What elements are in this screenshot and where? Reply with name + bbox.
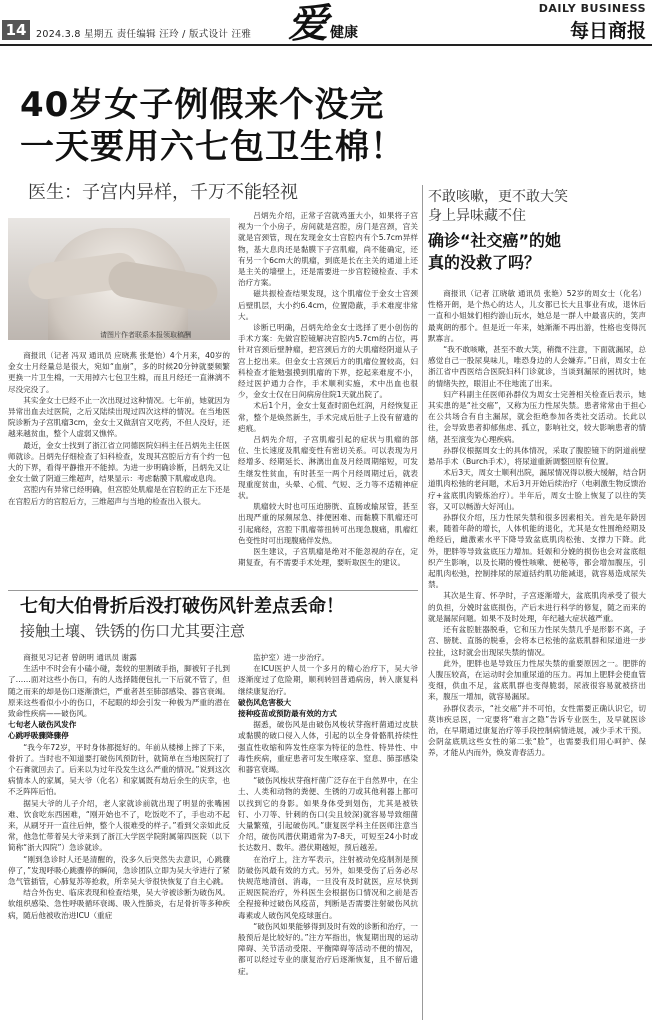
- story2-subheadline: 接触土壤、铁锈的伤口尤其要注意: [20, 622, 246, 640]
- story1-photo: [8, 218, 230, 340]
- paragraph: 监护室）进一步治疗。: [253, 653, 330, 662]
- story1-column2: [238, 210, 418, 586]
- paragraph: 商报讯（记者 江晓敏 通讯员 张艳）52岁的周女士（化名）性格开朗，是个热心的达人，儿女都已长大且事业有成，退休后一直和小姐妹们相约游山玩水，她总是一群人中最喜庆的，笑声最爽朗的那个。但是近一年来，她渐渐不再出游，性格也变得沉默寡言。: [428, 289, 646, 343]
- story2-column1: [8, 652, 230, 1020]
- paragraph: 据悉，破伤风是由破伤风梭状芽孢杆菌通过皮肤或黏膜的破口侵入人体，引起的以全身骨骼肌持续性强直性收缩和阵发性痉挛为特征的急性、特异性、中毒性疾病，重症患者可发生喉痉挛、窒息、肺部感染和器官衰竭。: [238, 720, 418, 775]
- paragraph: 孙群仪表示，“社交癌”并不可怕，女性需要正确认识它，切莫讳疾忌医，一定要将“难言之隐”告诉专业医生，及早就医诊治，在早期通过康复治疗等手段控制病情进展，减少手术干预。会阴盆底肌这些女性的第二张“脸”，也需要我们用心呵护、保养，才能从内而外，焕发青春活力。: [428, 703, 646, 758]
- paragraph: 医生建议，子宫肌瘤是绝对不能忽视的存在，定期复查，有不需要手术处理，要听取医生的建议。: [238, 547, 418, 568]
- paragraph: 宫腔内有异常已经明确，但宫腔处肌瘤是在宫腔的正左下还是在宫腔后方的宫腔后方，三维超声与当地的检查出入很大。: [8, 485, 230, 506]
- paragraph: 孙群仪介绍，压力性尿失禁和很多因素相关。首先是年龄因素，随着年龄的增长，人体机能的退化，尤其是女性围绝经期及绝经后，雌激素水平下降导致盆底肌肉松弛、支撑力下降。此外，肥胖等导致盆底压力增加。妊娠和分娩的损伤也会对盆底组织产生影响，以及长期的慢性咳嗽、便秘等，都会增加腹压，引起肌肉松弛，控制排尿的尿道括约肌功能减退，就容易造成尿失禁。: [428, 513, 646, 590]
- story3-kicker: [428, 188, 646, 226]
- paragraph: 其实金女士已经不止一次出现过这种情况。七年前，她就因为异常出血去过医院，之后又陆续出现过四次这样的情况。在当地医院诊断为子宫肌瘤3cm，金女士又做刮宫又吃药，不但人没好，还越来越贫血，整个人虚弱又憔悴。: [8, 395, 230, 439]
- story2-headline[interactable]: 七旬大伯骨折后没打破伤风针差点丢命！: [20, 596, 344, 617]
- paragraph: 吕炳先介绍，子宫肌瘤引起的症状与肌瘤的部位、生长速度及肌瘤变性有密切关系。可以表现为月经增多、经期延长、淋漓出血及月经周期缩短，可发生继发性贫血，有时甚至一两个月经周期过后，就表现重度贫血，头晕、心慌、气短、乏力等不适精神症状。: [238, 435, 418, 501]
- masthead-english: DAILY BUSINESS: [538, 2, 646, 15]
- story2-column2: [238, 652, 418, 1020]
- section-logo: 爱: [288, 0, 328, 47]
- paragraph: “我今年72岁，平时身体都挺好的。年前从楼梯上摔了下来，骨折了。当时也不知道要打破伤风预防针，就简单在当地医院打了个石膏就回去了。后来以为过年没发生这么严重的情况。”说到这次病情本人的家属，吴大爷（化名）和家属既有劫后余生的庆幸，也不乏阵阵后怕。: [8, 742, 230, 797]
- paragraph: 肌瘤较大时也可压迫膀胱、直肠或输尿管，甚至出现严重的尿频尿急、排便困难、而黏膜下肌瘤还可引起痛经，宫腔下肌瘤蒂扭转可出现急腹痛，肌瘤红色变性时可出现腹痛伴发热。: [238, 502, 418, 545]
- story3-column: [428, 288, 646, 1018]
- paragraph: 结合外伤史、临床表现和检查结果，吴大爷被诊断为破伤风。软组织感染、急性呼吸循环衰竭、吸入性肺炎，右足骨折等多种疾病，随后他被收治进ICU（重症: [8, 888, 230, 920]
- paragraph: 术后1个月，金女士复查时面色红润，月经恢复正常，整个是焕然新生，手术完成后肚子上没有留遗的疤痕。: [238, 401, 418, 433]
- story1-column1: [8, 350, 230, 534]
- paragraph: 磁共振检查结果发现，这个肌瘤位于金女士宫颈后壁肌层，大小约6.4cm，位置隐蔽，手术难度非常大。: [238, 289, 418, 321]
- paragraph: “破伤风梭状芽孢杆菌广泛存在于自然界中，在尘土、人类和动物的粪便、生锈的刀或其他利器上都可以找到它的身影。如果身体受到划伤，尤其是被铁钉、小刀等、针刺的伤口(尖且较深)就容易导致细菌大量繁殖，引起破伤风。”康复医学科主任医师注意当介绍，破伤风潜伏期通常为7-8天，可短至24小时或长达数月、数年。潜伏期越短，预后越差。: [238, 776, 418, 853]
- text-line: 不敢咳嗽，更不敢大笑: [428, 189, 568, 205]
- paragraph: 最近，金女士找到了浙江省立同德医院妇科主任吕炳先主任医师就诊。吕炳先仔细检查了妇科检查，发现其宫腔后方有个约一包大的下界，看得平静推开不能掉。为进一步明确诊断，吕炳先又让金女士做了阴道三维超声，结果显示：考虑黏膜下肌瘤或息肉。: [8, 440, 230, 484]
- text-line: 身上异味藏不住: [428, 208, 526, 224]
- paragraph: “破伤风如果能够得到及时有效的诊断和治疗，一般预后是比较好的。”注方军指出，恢复期出现的运动障碍、关节活动受限、平衡障碍等活动不便的情况，都可以经过专业的康复治疗后逐渐恢复，且不留后遗症。: [238, 921, 418, 976]
- paragraph: “我不敢咳嗽，甚至不敢大笑，稍微不注意，下面就漏尿，总感觉自己一股尿臭味儿，唯恐身边的人会嫌弃。”日前，周女士在浙江省中西医结合医院妇科门诊就诊，当谈到漏尿的困扰时，她的情绪失控，眼泪止不住地流了出来。: [428, 345, 646, 388]
- paragraph: 吕炳先介绍，正常子宫就鸡蛋大小，如果将子宫视为一个小房子，房间就是宫腔，房门是宫颈，宫关就是宫颈管，现在发现金女士宫腔内有个5.7cm异样物，基大息肉还是黏膜下子宫肌瘤，尚不能确定，还有另一个6cm大的肌瘤，到底是长在主关的通道上还是主关的墙壁上，还是需要进一步宫腔镜检查、手术治疗方案。: [238, 211, 418, 288]
- paragraph: 妇产科副主任医师孙群仪为周女士完善相关检查后表示，她其实患的是“社交癌”，又称为压力性尿失禁。患者常常由于担心在公共场合有自主漏尿，就会拒绝参加各类社交活动。长此以往，会导致患者抑郁焦虑、孤立，影响社交，较大影响患者的情绪，甚至演变为心理疾病。: [428, 389, 646, 444]
- paragraph: 孙群仪根据周女士的具体情况，采取了腹腔镜下的阴道前壁悬吊手术（Burch手术），将尿道重新调整回原有位置。: [428, 445, 646, 467]
- section-name: 健康: [330, 25, 358, 41]
- story1-headline[interactable]: [20, 84, 420, 168]
- section-subhead: 破伤风危害极大: [238, 697, 292, 707]
- masthead-chinese: 每日商报: [569, 20, 646, 42]
- paragraph: 在ICU医护人员一个多月的精心治疗下，吴大爷逐渐度过了危险期，顺利转回普通病房，转入康复科继续康复治疗。: [238, 664, 418, 696]
- paragraph: 诊断已明确，吕炳先给金女士选择了更小创伤的手术方案：先做宫腔镜解决宫腔内5.7cm的占位，再针对宫颈后壁肿瘤，把宫颈后方的大肌瘤经阴道从子宫上挖出来。但金女士宫颈后方的肌瘤位置较高，妇科检查才能勉强摸到肌瘤的下界，挖起来难度不小，经过医护通力合作，手术顺利实施，术中出血也很少，金女士仅在日间病房住院1天就出院了。: [238, 323, 418, 400]
- paragraph: 商报见习记者 曾朗明 通讯员 谢露: [23, 653, 137, 662]
- section-subhead: 接种疫苗或预防最有效的方式: [238, 709, 337, 719]
- text-line: 确诊“社交癌”的她: [428, 231, 562, 250]
- paragraph: 商报讯（记者 冯双 通讯员 应晓燕 张楚怡）4个月来，40岁的金女士月经量总是很大，宛如“血崩”，多的时候20分钟就要频繁更换一片卫生棉，一天用掉六七包卫生棉，而且月经还一直淋漓不尽没完没了。: [8, 351, 230, 394]
- story1-subheadline: 医生：子宫内异样，千万不能轻视: [28, 182, 298, 203]
- paragraph: 据吴大爷的儿子介绍，老人家就诊前就出现了明显的张嘴困难、饮食吃东西困难，“刚开始也不了，吃饭吃不了，手也动不起来，从刷牙开一直往后伸，整个人很难受的样子。”看到父亲如此反常，他急忙带着吴大爷来到了浙江大学医学院附属第四医院（以下简称“浙大四院”）急诊就诊。: [8, 798, 230, 853]
- header-meta: 2024.3.8 星期五 责任编辑 汪玲 / 版式设计 汪雅: [36, 29, 252, 40]
- paragraph: 生活中不时会有小磕小碰，轰较的里割破手指，脚被钉子扎到了……面对这些小伤口，有的人选择随便包扎一下后就不管了，但随之而来的却是伤口逐渐溃烂，严重者甚至肺部感染、器官衰竭。原来这些看似小小的伤口，不起眼的却会引发一种极为严重的潜在致命性疾病——破伤风。: [8, 664, 230, 719]
- paragraph: 还有盆腔脏器脱垂，它和压力性尿失禁几乎是形影不离，子宫、膀胱、直肠的脱垂，会将本已松弛的盆底肌群和尿道进一步拉扯，这时就会出现尿失禁的情况。: [428, 625, 646, 657]
- paragraph: 此外，肥胖也是导致压力性尿失禁的重要原因之一。肥胖的人腹压较高，在运动时会加重尿道的压力。再加上肥胖会使血管变细，供血不足，盆底肌群也变得脆弱，尿液很容易就被挤出来，腹压一增加，就容易漏尿。: [428, 658, 646, 702]
- paragraph: 其次是生育、怀孕时，子宫逐渐增大，盆底肌肉承受了很大的负担，分娩时盆底损伤，产后未进行科学的修复，随之而来的就是漏尿问题。如果不及时处理，年纪越大症状越严重。: [428, 591, 646, 623]
- story1-headline-line2: 一天要用六七包卫生棉！: [20, 127, 405, 167]
- paragraph: 在治疗上，注方军表示，注射被动免疫制剂是预防破伤风最有效的方式。另外，如果受伤了后务必尽快规范地清创、消毒，一旦没有及时就医，应尽快到正规医院治疗，外科医生会根据伤口情况和之前是否全程接种过破伤风疫苗，判断是否需要注射破伤风抗毒素或人破伤风免疫球蛋白。: [238, 854, 418, 920]
- page-header: [0, 0, 652, 46]
- page-number: 14: [2, 20, 30, 40]
- paragraph: 术后3天，周女士顺利出院，漏尿情况得以极大缓解，结合阴道肌肉松弛的老问题，术后3月开始后续治疗（电刺激生物反馈治疗+盆底肌肉锻炼治疗）。半年后，周女士脸上恢复了以往的笑容，又可以畅游大好河山。: [428, 468, 646, 511]
- column-divider: [422, 185, 423, 1020]
- story3-headline[interactable]: [428, 230, 646, 274]
- paragraph: “刚到急诊时人还是清醒的，没多久后突然失去意识，心跳骤停了，”发现呼吸心跳骤停的瞬间，急诊团队立即为吴大爷进行了紧急气管插管，心肺复苏等抢救，所幸吴大爷很快恢复了自主心跳。: [8, 854, 230, 887]
- photo-caption: 请图片作者联系本报领取稿酬: [100, 331, 191, 339]
- story-divider: [8, 590, 418, 591]
- text-line: 真的没救了吗？: [428, 253, 541, 272]
- section-subhead: 心跳呼吸骤降骤停: [8, 731, 69, 741]
- section-subhead: 七旬老人破伤风发作: [8, 720, 77, 730]
- story1-headline-line1: 40岁女子例假来个没完: [20, 85, 385, 125]
